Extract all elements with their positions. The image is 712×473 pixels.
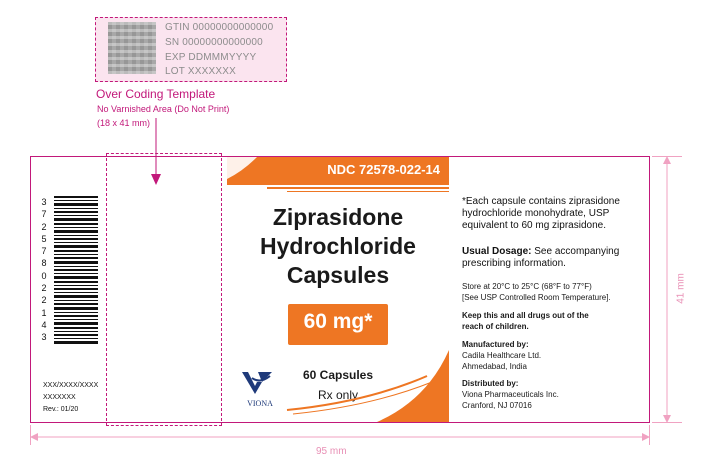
manufacturer-city: Ahmedabad, India xyxy=(462,362,527,371)
width-dimension-arrow xyxy=(30,432,650,442)
field-code-2: XXXXXXX xyxy=(43,394,76,401)
sn-text: SN 00000000000000 xyxy=(165,37,263,48)
drug-name-line1: Ziprasidone xyxy=(272,204,404,230)
footnote: *Each capsule contains ziprasidone hydrochloride monohydrate, USP equivalent to 60 mg ziprasidone. xyxy=(462,196,620,231)
barcode-digit: 2 xyxy=(41,221,47,232)
drug-name-line2: Hydrochloride xyxy=(260,233,416,259)
width-label: 95 mm xyxy=(316,446,347,457)
varnish-size-note: (18 x 41 mm) xyxy=(97,118,151,128)
distributor-name: Viona Pharmaceuticals Inc. xyxy=(462,390,559,399)
barcode-digit: 3 xyxy=(41,197,47,207)
top-stripe-thin xyxy=(287,191,449,192)
top-stripe xyxy=(267,187,449,189)
capsule-count: 60 Capsules xyxy=(302,368,374,382)
dosage-heading: Usual Dosage: xyxy=(462,246,532,257)
barcode-digit: 8 xyxy=(41,258,47,269)
warning-line1: Keep this and all drugs out of the xyxy=(462,311,589,320)
barcode-digit: 5 xyxy=(41,233,47,244)
lot-text: LOT XXXXXXX xyxy=(165,66,236,77)
drug-name xyxy=(227,203,449,290)
lot-fields xyxy=(43,380,98,416)
storage-line2: [See USP Controlled Room Temperature]. xyxy=(462,293,611,302)
bottom-swoosh xyxy=(227,350,449,422)
distributor-city: Cranford, NJ 07016 xyxy=(462,401,532,410)
manufactured-heading: Manufactured by: xyxy=(462,340,529,349)
warning-line2: reach of children. xyxy=(462,322,529,331)
drug-name-line3: Capsules xyxy=(286,262,390,288)
over-coding-title: Over Coding Template xyxy=(96,87,216,101)
barcode-digit: 3 xyxy=(41,332,47,343)
barcode-digit: 2 xyxy=(41,283,47,294)
strength-text: 60 mg* xyxy=(303,310,373,333)
coding-2d-barcode-placeholder xyxy=(108,22,156,74)
ndc-number: NDC 72578-022-14 xyxy=(327,162,440,177)
height-dimension-arrow xyxy=(662,156,672,423)
manufacturer-name: Cadila Healthcare Ltd. xyxy=(462,351,542,360)
warning xyxy=(462,310,589,332)
barcode-digits xyxy=(38,196,50,346)
exp-text: EXP DDMMMYYYY xyxy=(165,52,257,63)
barcode-digit: 4 xyxy=(41,319,47,330)
distributor xyxy=(462,378,559,411)
viona-logo-text: VIONA xyxy=(247,399,273,408)
usual-dosage xyxy=(462,246,640,270)
barcode-digit: 2 xyxy=(41,295,47,306)
no-varnish-area xyxy=(106,153,222,426)
gtin-text: GTIN 00000000000000 xyxy=(165,22,274,33)
barcode-digit: 7 xyxy=(41,246,47,257)
storage-line1: Store at 20°C to 25°C (68°F to 77°F) xyxy=(462,282,592,291)
manufacturer xyxy=(462,339,541,372)
dosage-text: See accompanying prescribing information. xyxy=(462,246,620,269)
rx-only: Rx only xyxy=(317,388,358,402)
barcode-digit: 1 xyxy=(41,307,47,318)
linear-barcode xyxy=(44,196,100,346)
revision-text: Rev.: 01/20 xyxy=(43,406,79,413)
barcode-digit: 7 xyxy=(41,209,47,220)
barcode-digit: 0 xyxy=(41,270,47,281)
storage xyxy=(462,281,611,303)
height-label: 41 mm xyxy=(675,273,687,304)
no-varnish-note: No Varnished Area (Do Not Print) xyxy=(97,104,230,114)
field-code-1: XXX/XXXX/XXXX xyxy=(43,382,99,389)
distributed-heading: Distributed by: xyxy=(462,379,519,388)
